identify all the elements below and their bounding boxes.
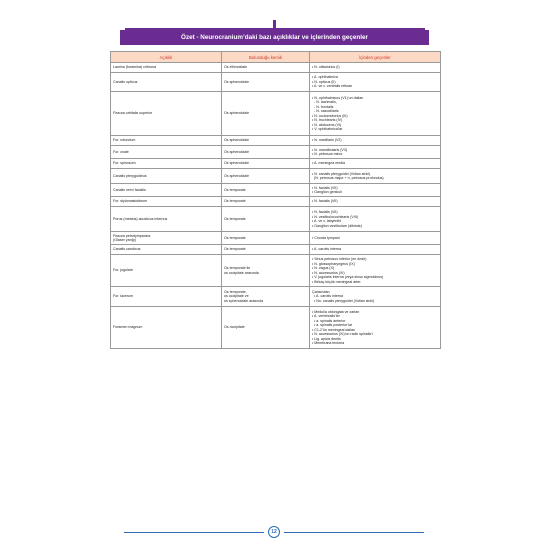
bone-cell: Os temporale ile os occipitale arasında	[222, 255, 310, 287]
opening-cell: Foramen magnum	[111, 307, 222, 349]
column-header-bone: Bulunduğu kemik	[222, 52, 310, 63]
bone-cell: Os sphenoidale	[222, 136, 310, 146]
contents-cell: • N. ophthalmicus (V1)’un dalları - N. lacrimalis, - N. frontalis - N. nasociliaris • N. oculomotorius (III) • N. trochlearis (IV) • N. abducens (VI) • V. ophthalmica’lar	[310, 92, 441, 136]
table-row	[111, 63, 441, 73]
contents-cell: • A. meningea media	[310, 159, 441, 169]
page-number-text: 12	[271, 529, 277, 535]
contents-cell: • Sinus petrosus inferior (en önde) • N. glossopharyngeus (IX) • N. vagus (X) • N. accessorius (XI) • V. jugularis interna (veya sinus sigmoideus) • Birkaç küçük meningeal arter.	[310, 255, 441, 287]
column-header-opening: Açıklık	[111, 52, 222, 63]
openings-table	[110, 51, 441, 349]
bone-cell: Os temporale	[222, 245, 310, 255]
bone-cell: Os sphenoidale	[222, 146, 310, 159]
contents-cell: Çatısından; • A. carotis interna • Nn. canalis pterygoidei (Vidian siniri)	[310, 287, 441, 307]
table-row	[111, 245, 441, 255]
table-header-row	[111, 52, 441, 63]
table-row	[111, 207, 441, 232]
table-row	[111, 146, 441, 159]
table-row	[111, 136, 441, 146]
bone-cell: Os sphenoidale	[222, 169, 310, 184]
bone-cell: Os temporale	[222, 232, 310, 245]
bone-cell: Os sphenoidale	[222, 159, 310, 169]
opening-cell: Lamina (foramina) cribrosa	[111, 63, 222, 73]
contents-cell: • N. facialis (VII) • Ganglion geniculi	[310, 184, 441, 197]
table-row	[111, 92, 441, 136]
opening-cell: For. stylomastoideum	[111, 197, 222, 207]
contents-cell: • N. mandibularis (V3) • N. petrosus minor	[310, 146, 441, 159]
contents-cell: • Chorda tympani	[310, 232, 441, 245]
contents-cell: • A. carotis interna	[310, 245, 441, 255]
bone-cell: Os sphenoidale	[222, 92, 310, 136]
contents-cell: • A. ophthalmica • N. opticus (II) • A. ve v. centralis retinae	[310, 73, 441, 92]
page-number	[268, 526, 280, 538]
opening-cell: Canalis opticus	[111, 73, 222, 92]
bone-cell: Os temporale	[222, 207, 310, 232]
opening-cell: Porus (meatus) acusticus internus	[111, 207, 222, 232]
summary-title: Özet - Neurocranium’daki bazı açıklıklar ve içlerinden geçenler	[181, 34, 368, 41]
opening-cell: For. lacerum	[111, 287, 222, 307]
contents-cell: • N. facialis (VII)	[310, 197, 441, 207]
table-row	[111, 197, 441, 207]
bone-cell: Os temporale	[222, 197, 310, 207]
opening-cell: Canalis caroticus	[111, 245, 222, 255]
opening-cell: For. ovale	[111, 146, 222, 159]
bone-cell: Os temporale, os occipitale ve os sphenoidale arasında	[222, 287, 310, 307]
table-row	[111, 73, 441, 92]
table-row	[111, 307, 441, 349]
opening-cell: For. rotundum	[111, 136, 222, 146]
table-row	[111, 232, 441, 245]
footer-rule-right	[284, 532, 424, 533]
contents-cell: • N. olfactorius (I)	[310, 63, 441, 73]
footer-rule-left	[124, 532, 264, 533]
opening-cell: Fissura orbitalis superior	[111, 92, 222, 136]
summary-header	[120, 30, 429, 45]
opening-cell: Canalis nervi facialis	[111, 184, 222, 197]
openings-table-container	[110, 51, 440, 349]
contents-cell: • Medulla oblongata ve zarları • A. vertebralis’ler • a. spinalis anterior • a. spinalis posterior’lar • C1-2’ün meningeal dalları • N. accessorius (XI)’un radix spinalis’i • Lig. apicis dentis • Membrana tectoria	[310, 307, 441, 349]
table-body	[111, 63, 441, 349]
opening-cell: For. jugulare	[111, 255, 222, 287]
bone-cell: Os sphenoidale	[222, 73, 310, 92]
header-marker	[273, 20, 276, 30]
table-row	[111, 255, 441, 287]
contents-cell: • N. canalis pterygoidei (Vidian siniri) (N. petrosus major + n. petrosus profundus)	[310, 169, 441, 184]
opening-cell: Fissura petrotympanica (Glaser yarığı)	[111, 232, 222, 245]
table-row	[111, 287, 441, 307]
table-row	[111, 184, 441, 197]
bone-cell: Os ethmoidale	[222, 63, 310, 73]
table-row	[111, 159, 441, 169]
bone-cell: Os temporale	[222, 184, 310, 197]
table-row	[111, 169, 441, 184]
contents-cell: • N. maxillaris (V2)	[310, 136, 441, 146]
opening-cell: Canalis pterygoideus	[111, 169, 222, 184]
column-header-contents: İçinden geçenler	[310, 52, 441, 63]
bone-cell: Os occipitale	[222, 307, 310, 349]
opening-cell: For. spinosum	[111, 159, 222, 169]
contents-cell: • N. facialis (VII) • N. vestibulocochlearis (VIII) • A. ve v. labyrinthi • Ganglion vestibulare (dibinde)	[310, 207, 441, 232]
